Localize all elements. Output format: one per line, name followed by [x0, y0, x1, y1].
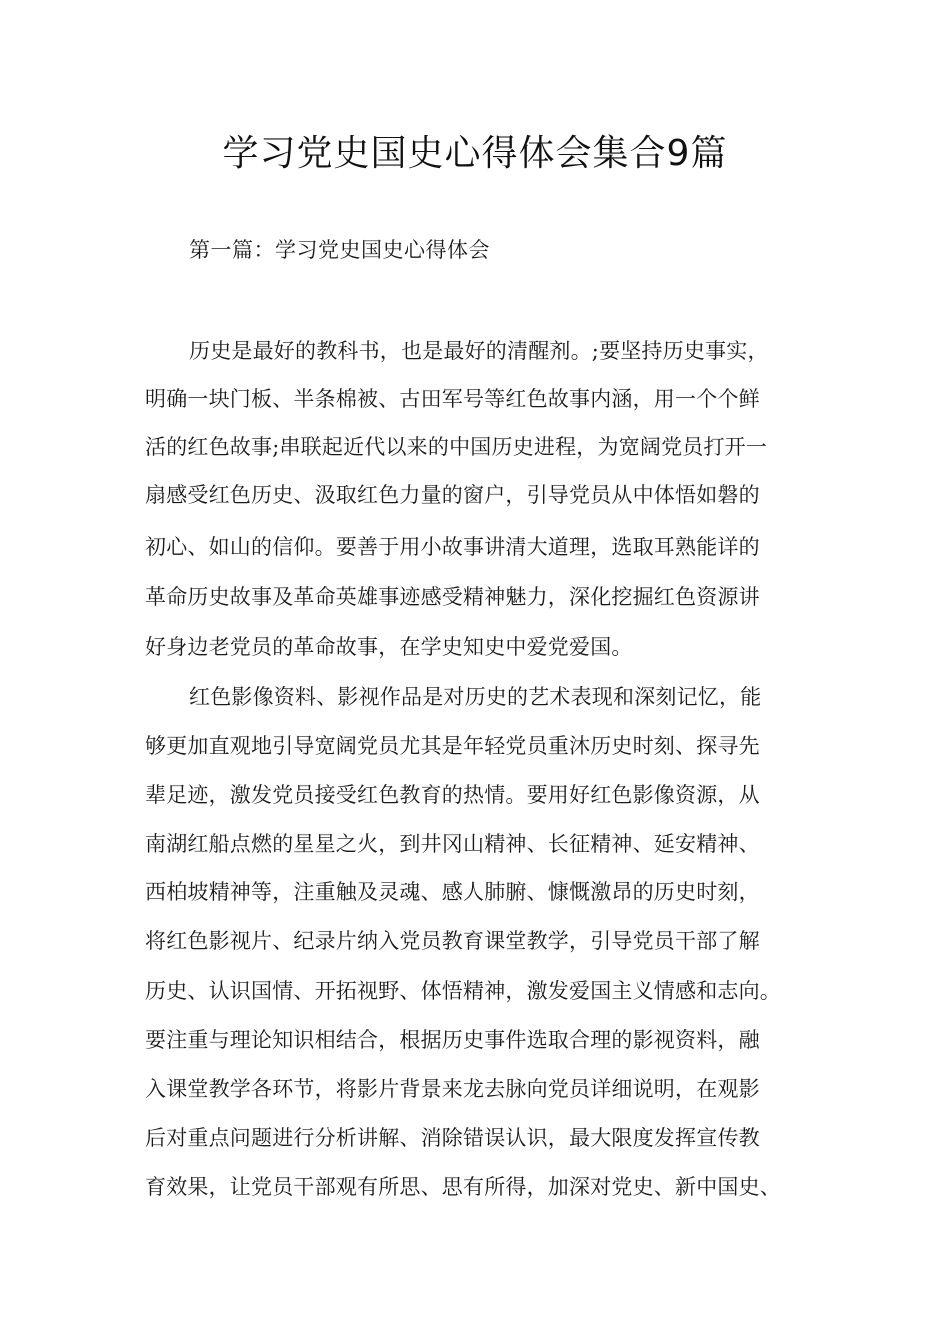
paragraph-line: 将红色影视片、纪录片纳入党员教育课堂教学，引导党员干部了解: [145, 929, 760, 953]
paragraph-line: 育效果，让党员干部观有所思、思有所得，加深对党史、新中国史、: [145, 1175, 781, 1199]
paragraph-line: 活的红色故事;串联起近代以来的中国历史进程，为宽阔党员打开一: [145, 435, 768, 459]
paragraph-line: 好身边老党员的革命故事，在学史知史中爱党爱国。: [145, 635, 633, 659]
paragraph-line: 西柏坡精神等，注重触及灵魂、感人肺腑、慷慨激昂的历史时刻，: [145, 880, 760, 904]
paragraph-line: 红色影像资料、影视作品是对历史的艺术表现和深刻记忆，能: [189, 685, 762, 709]
paragraph-line: 历史是最好的教科书，也是最好的清醒剂。;要坚持历史事实，: [189, 339, 769, 363]
paragraph-line: 后对重点问题进行分析讲解、消除错误认识，最大限度发挥宣传教: [145, 1126, 760, 1150]
paragraph-line: 入课堂教学各环节，将影片背景来龙去脉向党员详细说明，在观影: [145, 1077, 760, 1101]
document-title: 学习党史国史心得体会集合9篇: [222, 133, 728, 174]
paragraph-line: 要注重与理论知识相结合，根据历史事件选取合理的影视资料，融: [145, 1028, 760, 1052]
paragraph-line: 南湖红船点燃的星星之火，到井冈山精神、长征精神、延安精神、: [145, 832, 760, 856]
paragraph-line: 辈足迹，激发党员接受红色教育的热情。要用好红色影像资源，从: [145, 783, 760, 807]
paragraph-line: 够更加直观地引导宽阔党员尤其是年轻党员重沐历史时刻、探寻先: [145, 734, 760, 758]
paragraph-line: 历史、认识国情、开拓视野、体悟精神，激发爱国主义情感和志向。: [145, 979, 781, 1003]
paragraph-line: 初心、如山的信仰。要善于用小故事讲清大道理，选取耳熟能详的: [145, 535, 760, 559]
section-heading: 第一篇：学习党史国史心得体会: [189, 238, 490, 262]
paragraph-line: 革命历史故事及革命英雄事迹感受精神魅力，深化挖掘红色资源讲: [145, 585, 760, 609]
paragraph-line: 明确一块门板、半条棉被、古田军号等红色故事内涵，用一个个鲜: [145, 387, 760, 411]
paragraph-line: 扇感受红色历史、汲取红色力量的窗户，引导党员从中体悟如磐的: [145, 483, 760, 507]
